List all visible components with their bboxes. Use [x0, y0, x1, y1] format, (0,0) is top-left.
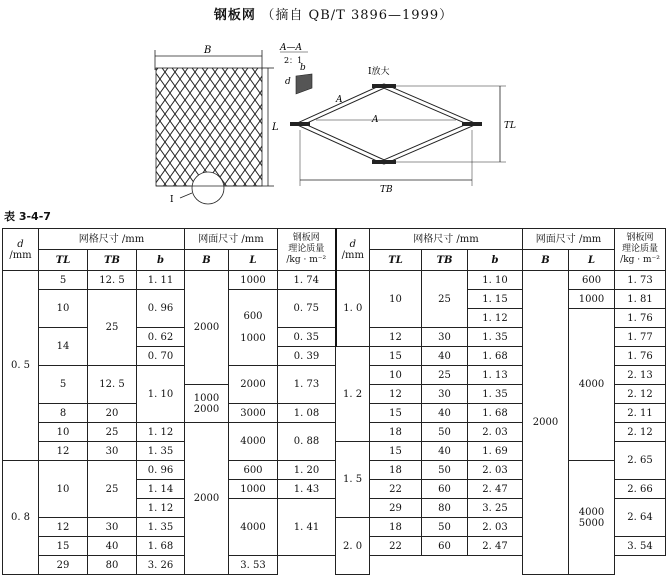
cell: 15: [370, 404, 422, 423]
spec-table: [2, 228, 665, 575]
cell: 10: [39, 461, 88, 518]
cell: 30: [422, 385, 468, 404]
cell: 0. 35: [278, 328, 336, 347]
cell: 15: [370, 347, 422, 366]
cell: 2. 13: [615, 366, 666, 385]
cell: 12: [370, 385, 422, 404]
header-d: d /mm: [3, 229, 39, 271]
cell: 2000: [523, 271, 569, 575]
header-TL: TL: [39, 250, 88, 271]
cell: 5: [39, 366, 88, 404]
cell: 5: [39, 271, 88, 290]
cell: 25: [422, 271, 468, 328]
cell: 18: [370, 518, 422, 537]
cell: 1. 76: [615, 309, 666, 328]
cell: 1. 11: [137, 271, 185, 290]
cell: 600: [229, 461, 278, 480]
enlarged-diamond-outer: [300, 86, 472, 162]
cell: 1. 73: [615, 271, 666, 290]
cell: 29: [370, 499, 422, 518]
cell: 2000: [185, 271, 229, 385]
steel-mesh-figure: [0, 30, 667, 210]
label-b: b: [300, 63, 306, 73]
cell: 2000: [185, 423, 229, 575]
cell: 1. 0: [336, 271, 370, 347]
header-TL-right: TL: [370, 250, 422, 271]
cell: 50: [422, 423, 468, 442]
cell: 1. 77: [615, 328, 666, 347]
cell: 50: [422, 461, 468, 480]
cell: 1. 69: [468, 442, 523, 461]
cell: 1. 68: [137, 537, 185, 556]
cell: 10: [370, 366, 422, 385]
cell: 1. 81: [615, 290, 666, 309]
cell: 80: [88, 556, 137, 575]
header-mesh-size-right: 网格尺寸 /mm: [370, 229, 523, 250]
label-section-AA: A—A: [280, 43, 302, 53]
cell: 2. 65: [615, 442, 666, 480]
header-b: b: [137, 250, 185, 271]
cell: 2000: [229, 366, 278, 404]
cell: 1. 14: [137, 480, 185, 499]
cell: 25: [88, 461, 137, 518]
cell: 1. 13: [468, 366, 523, 385]
header-mass-right: 钢板网 理论质量 /kg · m⁻²: [615, 229, 666, 271]
cell: 3. 25: [468, 499, 523, 518]
cell: 3. 54: [615, 537, 666, 556]
header-TB-right: TB: [422, 250, 468, 271]
cell-L-4000-5000: 4000 5000: [569, 461, 615, 575]
cell: 30: [88, 442, 137, 461]
cell: 20: [88, 404, 137, 423]
cell: 50: [422, 518, 468, 537]
cell: 1000: [229, 271, 278, 290]
cell: 12: [39, 442, 88, 461]
cell: 1. 41: [278, 499, 336, 556]
detail-circle: [192, 172, 224, 204]
cell: 12. 5: [88, 366, 137, 404]
label-scale: 2：1: [284, 56, 303, 65]
cell: 18: [370, 423, 422, 442]
cell: 15: [39, 537, 88, 556]
cell: 25: [422, 366, 468, 385]
header-B-right: B: [523, 250, 569, 271]
cell: 40: [422, 404, 468, 423]
header-L-right: L: [569, 250, 615, 271]
cell: 1. 10: [137, 366, 185, 423]
cell: 10: [370, 271, 422, 328]
cell: 14: [39, 328, 88, 366]
cell: 8: [39, 404, 88, 423]
header-d-right: d /mm: [336, 229, 370, 271]
label-I: I: [170, 195, 174, 205]
header-sheet-size-right: 网面尺寸 /mm: [523, 229, 615, 250]
cell: 1. 73: [278, 366, 336, 404]
cell: 10: [39, 290, 88, 328]
table-label: 表 3-4-7: [4, 210, 51, 223]
cell: 30: [422, 328, 468, 347]
cell: 0. 88: [278, 423, 336, 461]
cell: 1. 35: [137, 518, 185, 537]
cell: 80: [422, 499, 468, 518]
cell: 1. 43: [278, 480, 336, 499]
cell: 60: [422, 480, 468, 499]
cell: 4000: [229, 499, 278, 556]
cell: 12. 5: [88, 271, 137, 290]
cell: 25: [88, 290, 137, 366]
cell: 1. 12: [137, 423, 185, 442]
cell: 1. 12: [468, 309, 523, 328]
cell: 3000: [229, 404, 278, 423]
cell: 15: [370, 442, 422, 461]
label-A-1: A: [336, 95, 343, 105]
title-main: 钢板网: [213, 8, 256, 23]
cell: 3. 26: [137, 556, 185, 575]
cell: 2. 12: [615, 423, 666, 442]
cell: 1. 2: [336, 347, 370, 442]
cell: 2. 64: [615, 499, 666, 537]
header-mesh-size: 网格尺寸 /mm: [39, 229, 185, 250]
cell: 1. 68: [468, 404, 523, 423]
header-mass: 钢板网 理论质量 /kg · m⁻²: [278, 229, 336, 271]
label-I-enlarged: I放大: [368, 67, 390, 77]
label-TB: TB: [380, 185, 393, 195]
label-L: L: [272, 122, 279, 133]
cell: 1000: [229, 480, 278, 499]
cell: 22: [370, 480, 422, 499]
cell: 2. 47: [468, 480, 523, 499]
mesh-sheet: [156, 68, 262, 186]
cell: 2. 12: [615, 385, 666, 404]
section-profile: [296, 74, 312, 94]
cell: 18: [370, 461, 422, 480]
cell: 25: [88, 423, 137, 442]
cell: 0. 39: [278, 347, 336, 366]
cell: 1. 12: [137, 499, 185, 518]
cell: 1. 68: [468, 347, 523, 366]
cell-d-05: 0. 5: [3, 271, 39, 461]
cell: 2. 11: [615, 404, 666, 423]
cell: 2. 03: [468, 518, 523, 537]
cell-B-1000-2000: 1000 2000: [185, 385, 229, 423]
cell: 29: [39, 556, 88, 575]
cell: 40: [422, 442, 468, 461]
cell: 10: [39, 423, 88, 442]
cell: 4000: [229, 423, 278, 461]
header-sheet-size: 网面尺寸 /mm: [185, 229, 278, 250]
cell: 1000: [569, 290, 615, 309]
cell: 60: [422, 537, 468, 556]
cell: 1. 35: [468, 328, 523, 347]
cell: 40: [88, 537, 137, 556]
cell: 0. 70: [137, 347, 185, 366]
label-B: B: [204, 45, 212, 56]
label-A-2: A: [372, 115, 379, 125]
cell: 0. 62: [137, 328, 185, 347]
cell: 12: [39, 518, 88, 537]
cell: 600: [569, 271, 615, 290]
cell: 1. 08: [278, 404, 336, 423]
cell: 2. 03: [468, 423, 523, 442]
cell: 1. 5: [336, 442, 370, 518]
cell: 2. 03: [468, 461, 523, 480]
cell: 1. 76: [615, 347, 666, 366]
cell: 1. 15: [468, 290, 523, 309]
header-TB: TB: [88, 250, 137, 271]
cell: 2. 0: [336, 518, 370, 575]
cell: 12: [370, 328, 422, 347]
cell: 1. 35: [137, 442, 185, 461]
cell: 1. 35: [468, 385, 523, 404]
cell: 2. 47: [468, 537, 523, 556]
page-title: [0, 4, 667, 23]
label-TL: TL: [504, 121, 516, 131]
cell-d-08: 0. 8: [3, 461, 39, 575]
table-row: [3, 271, 666, 290]
title-source: （摘自 QB/T 3896—1999）: [261, 8, 454, 23]
header-L: L: [229, 250, 278, 271]
cell: 0. 75: [278, 290, 336, 328]
cell: 40: [422, 347, 468, 366]
cell: 30: [88, 518, 137, 537]
cell: 3. 53: [229, 556, 278, 575]
header-b-right: b: [468, 250, 523, 271]
label-d: d: [285, 77, 291, 87]
cell: 4000: [569, 309, 615, 461]
cell: 1. 10: [468, 271, 523, 290]
cell: 22: [370, 537, 422, 556]
cell: 1. 74: [278, 271, 336, 290]
cell: 0. 96: [137, 290, 185, 328]
cell: 1. 20: [278, 461, 336, 480]
cell: 2. 66: [615, 480, 666, 499]
cell: 0. 96: [137, 461, 185, 480]
header-B: B: [185, 250, 229, 271]
cell-L-600-1000: 600 1000: [229, 290, 278, 366]
